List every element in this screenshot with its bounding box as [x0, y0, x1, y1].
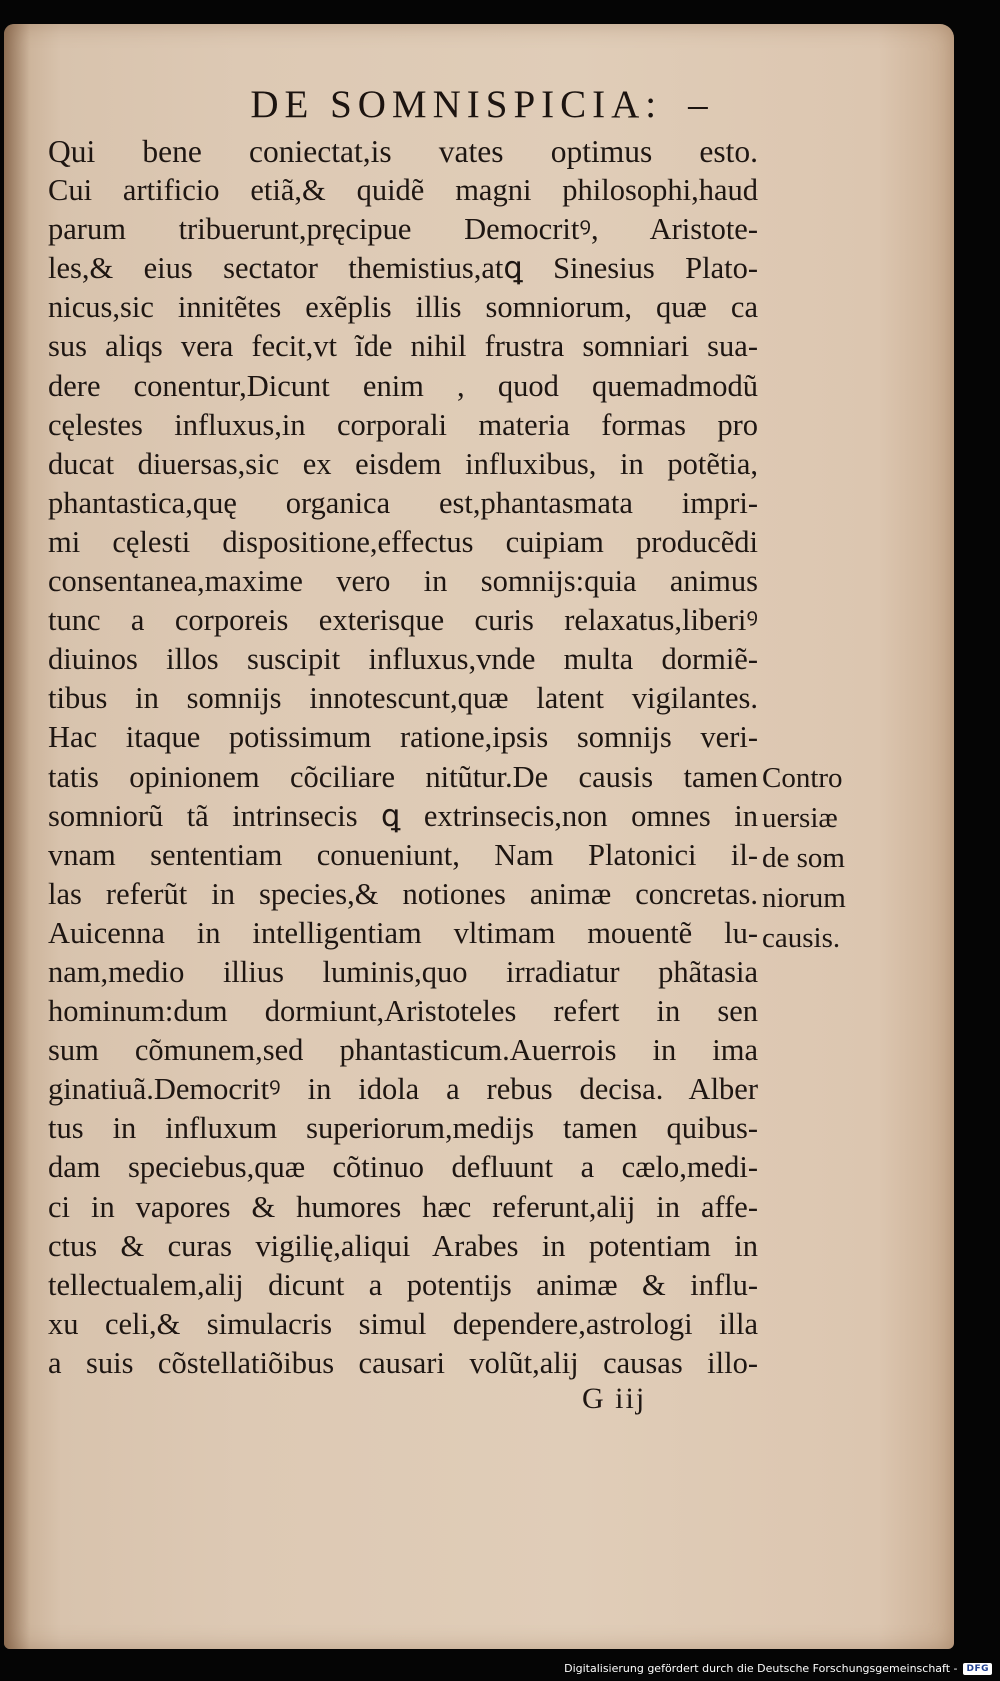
text-line: tatis opinionem cõciliare nitũtur.De causis tamen — [48, 759, 758, 794]
text-line: tellectualem,alij dicunt a potentijs animæ & influ- — [48, 1267, 758, 1302]
running-head-title: DE SOMNISPICIA: — [250, 83, 663, 126]
text-line: diuinos illos suscipit influxus,vnde multa dormiẽ- — [48, 642, 758, 677]
text-line: dere conentur,Dicunt enim , quod quemadmodũ — [48, 368, 758, 403]
text-line: hominum:dum dormiunt,Aristoteles refert in sen — [48, 994, 758, 1029]
text-line: las referũt in species,& notiones animæ concretas. — [48, 876, 758, 911]
marginal-note-line: uersiæ — [762, 802, 838, 834]
text-line: Auicenna in intelligentiam vltimam mouentẽ lu- — [48, 915, 758, 950]
marginal-note-line: causis. — [762, 922, 841, 954]
text-line: tunc a corporeis exterisque curis relaxatus,liberiꝰ — [48, 603, 758, 638]
text-line: nam,medio illius luminis,quo irradiatur phãtasia — [48, 954, 758, 989]
footer-credit: Digitalisierung gefördert durch die Deutsche Forschungsgemeinschaft - — [564, 1662, 958, 1675]
text-line: phantastica,quę organica est,phantasmata impri- — [48, 485, 758, 520]
marginal-note — [762, 758, 912, 958]
text-line: nicus,sic innitẽtes exẽplis illis somniorum, quæ ca — [48, 290, 758, 325]
marginal-note-line: niorum — [762, 882, 846, 914]
text-line: parum tribuerunt,pręcipue Democritꝰ, Aristote- — [48, 212, 758, 247]
running-head-dash: – — [688, 83, 708, 126]
text-line: ginatiuã.Democritꝰ in idola a rebus decisa. Alber — [48, 1072, 758, 1107]
body-text — [48, 132, 758, 1383]
text-line: somniorũ tã intrinsecis ꝗ extrinsecis,non omnes in — [48, 798, 758, 833]
marginal-note-line: de som — [762, 842, 845, 874]
text-line: a suis cõstellatiõibus causari volũt,alij causas illo- — [48, 1345, 758, 1380]
text-line: tibus in somnijs innotescunt,quæ latent vigilantes. — [48, 681, 758, 716]
text-line: tus in influxum superiorum,medijs tamen quibus- — [48, 1111, 758, 1146]
text-line: ci in vapores & humores hæc referunt,alij in affe- — [48, 1189, 758, 1224]
text-line: Qui bene coniectat,is vates optimus esto. — [48, 134, 758, 169]
running-head — [4, 82, 954, 127]
marginal-note-line: Contro — [762, 762, 843, 794]
text-line: ducat diuersas,sic ex eisdem influxibus, in potẽtia, — [48, 446, 758, 481]
text-line: vnam sententiam conueniunt, Nam Platonici il- — [48, 837, 758, 872]
text-line: les,& eius sectator themistius,atꝗ Sinesius Plato- — [48, 251, 758, 286]
text-line: consentanea,maxime vero in somnijs:quia animus — [48, 564, 758, 599]
dfg-logo-icon: DFG — [963, 1663, 992, 1675]
text-line: Hac itaque potissimum ratione,ipsis somnijs veri- — [48, 720, 758, 755]
text-line: sus aliqs vera fecit,vt ĩde nihil frustra somniari sua- — [48, 329, 758, 364]
text-line: mi cęlesti dispositione,effectus cuipiam producẽdi — [48, 524, 758, 559]
digitization-footer — [564, 1662, 992, 1675]
text-line: sum cõmunem,sed phantasticum.Auerrois in ima — [48, 1033, 758, 1068]
text-line: cęlestes influxus,in corporali materia formas pro — [48, 407, 758, 442]
book-page — [4, 24, 954, 1649]
text-line: xu celi,& simulacris simul dependere,astrologi illa — [48, 1306, 758, 1341]
text-line: dam speciebus,quæ cõtinuo defluunt a cælo,medi- — [48, 1150, 758, 1185]
text-line: Cui artificio etiã,& quidẽ magni philosophi,haud — [48, 173, 758, 208]
signature-mark: G iij — [582, 1382, 647, 1415]
text-line: ctus & curas vigilię,aliqui Arabes in potentiam in — [48, 1228, 758, 1263]
